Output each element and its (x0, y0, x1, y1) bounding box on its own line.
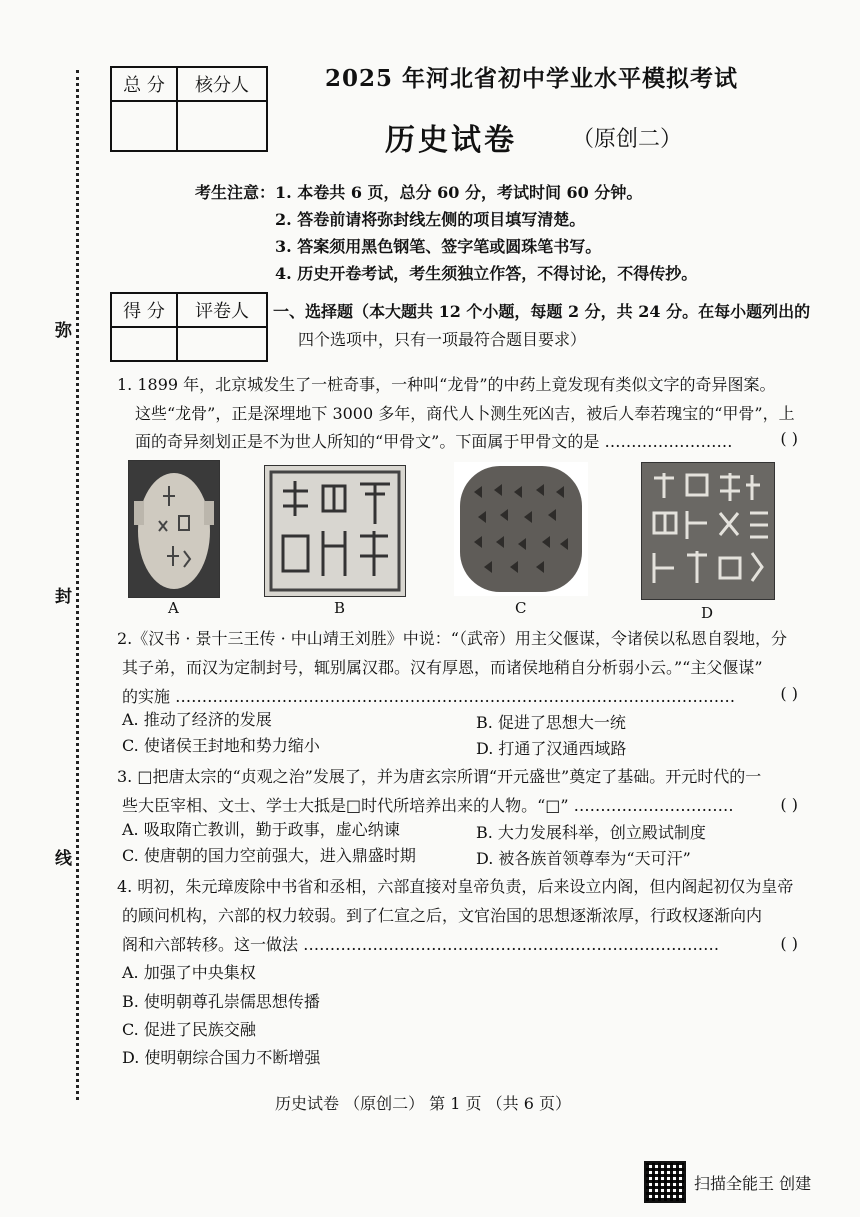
total-score-table (110, 66, 268, 152)
grader-header-score: 得 分 (111, 293, 177, 327)
qr-code-icon (644, 1161, 686, 1203)
grader-cell-score[interactable] (111, 327, 177, 361)
seal-mark-feng: 封 (55, 587, 72, 607)
notice-item-2: 2. 答卷前请将弥封线左侧的项目填写清楚。 (275, 210, 586, 229)
question-4-line-3: 阁和六部转移。这一做法 …………………………………………………………………… (122, 935, 720, 954)
question-2-line-3: 的实施 …………………………………………………………………………………………… (122, 687, 736, 706)
section-heading-line2: 四个选项中，只有一项最符合题目要求） (298, 330, 587, 349)
notice-item-1: 1. 本卷共 6 页，总分 60 分，考试时间 60 分钟。 (275, 183, 643, 202)
grader-header-grader: 评卷人 (177, 293, 267, 327)
question-3-line-2: 些大臣宰相、文士、学士大抵是□时代所培养出来的人物。“□” ………………………… (122, 796, 734, 815)
notice-label: 考生注意： (195, 183, 276, 202)
question-2-option-a[interactable]: A. 推动了经济的发展 (122, 710, 272, 729)
watermark-text: 扫描全能王 创建 (694, 1173, 812, 1193)
question-4-option-a[interactable]: A. 加强了中央集权 (122, 963, 256, 982)
score-cell-total[interactable] (111, 101, 177, 151)
bronze-inscription-picture (642, 463, 774, 599)
image-c-cuneiform-tablet (454, 462, 588, 596)
question-2-line-2: 其子弟，而汉为定制封号，辄别属汉郡。汉有厚恩，而诸侯地稍自分析弱小云。”“主父偃谋” (122, 658, 763, 677)
grader-table (110, 292, 268, 362)
page-footer: 历史试卷 （原创二） 第 1 页 （共 6 页） (275, 1094, 571, 1113)
image-label-b: B (334, 599, 346, 617)
question-3-line-1: 3. □把唐太宗的“贞观之治”发展了，并为唐玄宗所谓“开元盛世”奠定了基础。开元时代的一 (117, 767, 762, 786)
cuneiform-tablet-picture (454, 462, 588, 596)
question-3-option-b[interactable]: B. 大力发展科举，创立殿试制度 (476, 823, 706, 842)
question-2-line-1: 2.《汉书 · 景十三王传 · 中山靖王刘胜》中说：“（武帝）用主父偃谋，令诸侯以私恩自裂地，分 (117, 629, 787, 648)
question-3-option-a[interactable]: A. 吸取隋亡教训，勤于政事，虚心纳谏 (122, 820, 400, 839)
seal-mark-xian: 线 (55, 849, 72, 869)
score-cell-checker[interactable] (177, 101, 267, 151)
question-4-option-c[interactable]: C. 促进了民族交融 (122, 1020, 256, 1039)
scanner-watermark (644, 1161, 811, 1203)
image-label-a: A (168, 599, 179, 617)
image-a-oracle-bone (128, 460, 220, 598)
notice-item-4: 4. 历史开卷考试，考生须独立作答，不得讨论，不得传抄。 (275, 264, 698, 283)
question-1-line-3: 面的奇异刻划正是不为世人所知的“甲骨文”。下面属于甲骨文的是 …………………… (135, 432, 733, 451)
section-heading-line1: 一、选择题（本大题共 12 个小题，每题 2 分，共 24 分。在每小题列出的 (273, 302, 811, 321)
question-4-line-1: 4. 明初，朱元璋废除中书省和丞相，六部直接对皇帝负责，后来设立内阁，但内阁起初仅为皇帝 (117, 877, 794, 896)
exam-title: 2025 年河北省初中学业水平模拟考试 (325, 65, 739, 92)
question-4-line-2: 的顾问机构，六部的权力较弱。到了仁宣之后，文官治国的思想逐渐浓厚，行政权逐渐向内 (122, 906, 763, 925)
sealing-dotted-line (76, 70, 79, 1100)
question-2-option-c[interactable]: C. 使诸侯王封地和势力缩小 (122, 736, 320, 755)
seal-script-picture (265, 466, 405, 596)
subject-title: 历史试卷 (385, 123, 517, 158)
question-4-answer-blank[interactable]: ( ) (780, 934, 798, 953)
question-4-option-b[interactable]: B. 使明朝尊孔崇儒思想传播 (122, 992, 320, 1011)
question-1-line-1: 1. 1899 年，北京城发生了一桩奇事，一种叫“龙骨”的中药上竟发现有类似文字的奇异图案。 (117, 375, 776, 394)
question-2-answer-blank[interactable]: ( ) (780, 684, 798, 703)
edition-label: （原创二） (572, 127, 683, 152)
question-4-option-d[interactable]: D. 使明朝综合国力不断增强 (122, 1048, 321, 1067)
question-2-option-b[interactable]: B. 促进了思想大一统 (476, 713, 626, 732)
score-header-checker: 核分人 (177, 67, 267, 101)
image-d-bronze-inscription (641, 462, 775, 600)
question-2-option-d[interactable]: D. 打通了汉通西域路 (476, 739, 627, 758)
image-label-d: D (701, 604, 714, 622)
score-header-total: 总 分 (111, 67, 177, 101)
image-label-c: C (515, 599, 527, 617)
question-1-line-2: 这些“龙骨”，正是深埋地下 3000 多年，商代人卜测生死凶吉，被后人奉若瑰宝的“甲骨”，上 (135, 404, 795, 423)
notice-item-3: 3. 答案须用黑色钢笔、签字笔或圆珠笔书写。 (275, 237, 602, 256)
question-3-option-d[interactable]: D. 被各族首领尊奉为“天可汗” (476, 849, 691, 868)
oracle-bone-picture (129, 461, 219, 597)
question-3-option-c[interactable]: C. 使唐朝的国力空前强大，进入鼎盛时期 (122, 846, 416, 865)
question-3-answer-blank[interactable]: ( ) (780, 795, 798, 814)
image-b-seal-script (264, 465, 406, 597)
seal-mark-mi: 弥 (55, 321, 72, 341)
grader-cell-grader[interactable] (177, 327, 267, 361)
question-1-answer-blank[interactable]: ( ) (780, 429, 798, 448)
